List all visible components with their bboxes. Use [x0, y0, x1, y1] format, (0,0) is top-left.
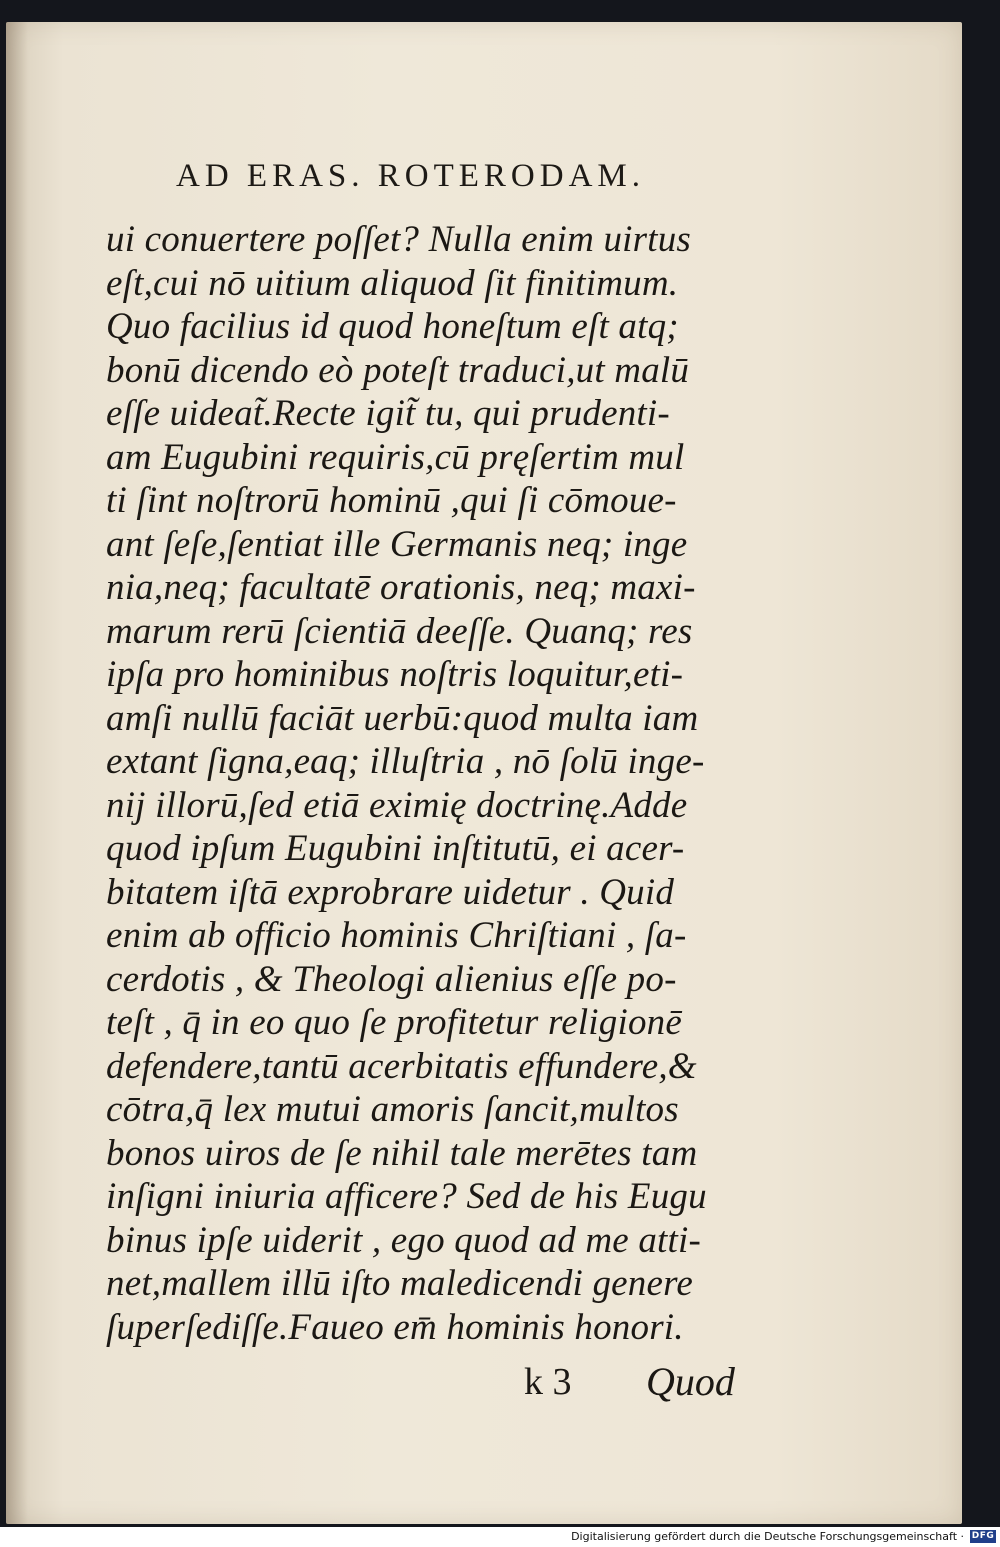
text-line: enim ab officio hominis Chriſtiani , ſa-	[106, 915, 687, 956]
text-line: binus ipſe uiderit , ego quod ad me atti-	[106, 1219, 701, 1261]
book-page	[6, 22, 962, 1524]
text-line: bonos uiros de ſe nihil tale merētes tam	[106, 1132, 698, 1174]
text-line: ant ſeſe,ſentiat ille Germanis neq; inge	[106, 523, 688, 565]
text-line: cerdotis , & Theologi alienius eſſe po-	[106, 958, 677, 1000]
text-line: bitatem iſtā exprobrare uidetur . Quid	[106, 871, 675, 913]
text-line: ſuperſediſſe.Faueo em̄ hominis honori.	[106, 1306, 684, 1348]
text-line: nij illorū,ſed etiā eximię doctrinę.Adde	[106, 784, 688, 826]
text-line: defendere,tantū acerbitatis effundere,&	[106, 1045, 697, 1087]
signature-mark: k 3	[524, 1361, 572, 1403]
text-line: ui conuertere poſſet? Nulla enim uirtus	[106, 219, 692, 260]
text-line: net,mallem illū iſto maledicendi genere	[106, 1263, 693, 1304]
text-line: marum rerū ſcientiā deeſſe. Quanq; res	[106, 610, 693, 652]
text-line: eſſe uideat̃.Recte igit̃ tu, qui prudenti-	[106, 393, 670, 434]
text-line: ti ſint noſtrorū hominū ,qui ſi cōmoue-	[106, 480, 677, 521]
text-line: quod ipſum Eugubini inſtitutū, ei acer-	[106, 828, 685, 869]
text-line: Quo facilius id quod honeſtum eſt atq;	[106, 306, 679, 347]
running-head: AD ERAS. ROTERODAM.	[176, 158, 646, 194]
text-line: ipſa pro hominibus noſtris loquitur,eti-	[106, 654, 684, 695]
text-line: bonū dicendo eò poteſt traduci,ut malū	[106, 349, 690, 391]
text-line: inſigni iniuria afficere? Sed de his Eugu	[106, 1176, 707, 1217]
dfg-logo-icon: DFG	[971, 1531, 995, 1541]
text-line: extant ſigna,eaq; illuſtria , nō ſolū inge-	[106, 741, 705, 782]
text-line: am Eugubini requiris,cū pręſertim mul	[106, 436, 685, 478]
text-line: amſi nullū faciāt uerbū:quod multa iam	[106, 697, 699, 739]
text-line: cōtra,q̄ lex mutui amoris ſancit,multos	[106, 1089, 679, 1130]
text-line: eſt,cui nō uitium aliquod ſit finitimum.	[106, 262, 679, 304]
footer-bar	[0, 1527, 1000, 1547]
body-text	[106, 218, 776, 1349]
catchword: Quod	[646, 1359, 735, 1404]
funding-credit: Digitalisierung gefördert durch die Deutsche Forschungsgemeinschaft ·	[571, 1530, 964, 1543]
text-line: nia,neq; facultatē orationis, neq; maxi-	[106, 567, 696, 608]
text-line: teſt , q̄ in eo quo ſe profitetur religionē	[106, 1002, 682, 1043]
